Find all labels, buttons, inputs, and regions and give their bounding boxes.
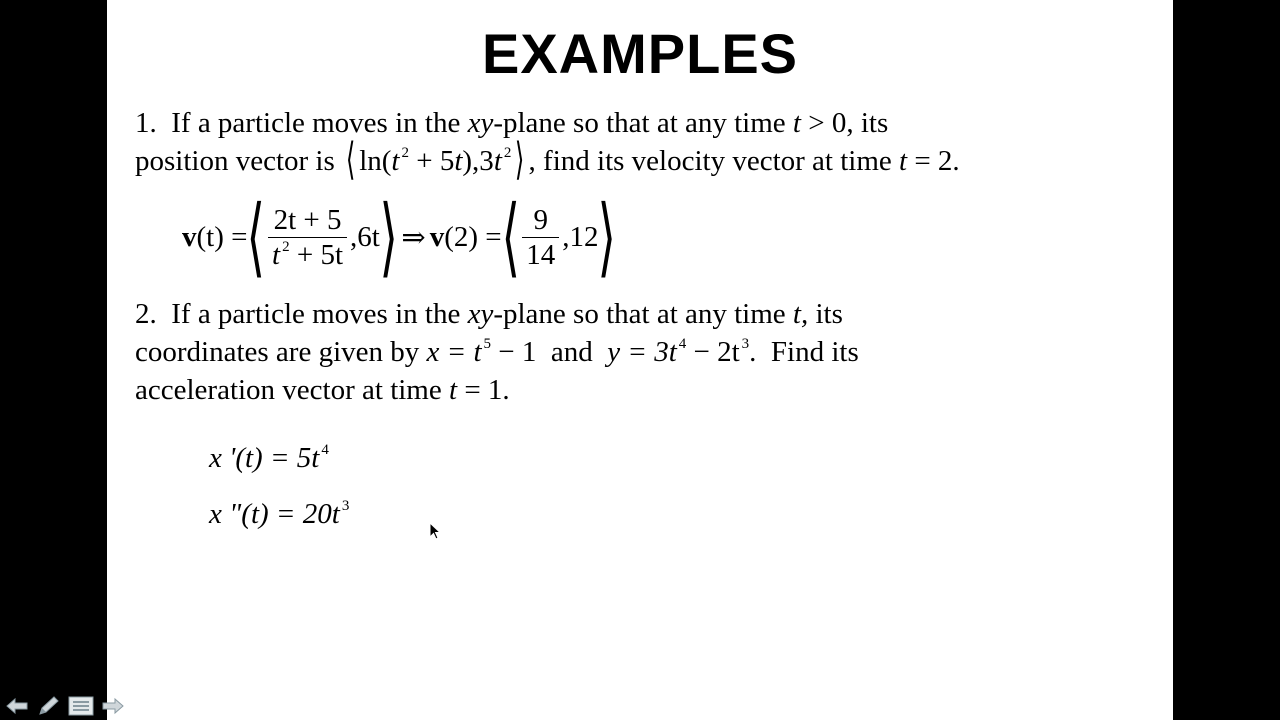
math: ),3 [462, 145, 494, 177]
exponent: 3 [741, 336, 750, 352]
math: x '(t) = 5t [209, 442, 320, 474]
text: = 2. [907, 145, 960, 177]
math: v [182, 220, 197, 253]
mouse-cursor-icon [429, 522, 443, 542]
fraction [522, 203, 559, 272]
fraction [268, 203, 347, 272]
problem1-number: 1. [135, 107, 157, 139]
math: t [272, 238, 281, 271]
text: position vector is [135, 145, 343, 177]
math: + 5t [289, 238, 344, 271]
exponent: 5 [483, 336, 492, 352]
problem2-line3 [135, 372, 510, 408]
slide-title: EXAMPLES [481, 22, 799, 85]
math: x = t [426, 336, 482, 368]
work-second-derivative [209, 496, 349, 532]
text: = 1. [457, 374, 510, 406]
math: ,12 [562, 220, 599, 253]
numerator: 2t + 5 [268, 203, 347, 238]
exponent: 4 [678, 336, 687, 352]
pen-tool-button[interactable] [35, 694, 63, 718]
math: ,6t [350, 220, 380, 253]
arrow-left-icon [5, 697, 29, 715]
math: − 2t [686, 336, 740, 368]
numerator: 9 [522, 203, 559, 238]
implies-symbol: ⇒ [401, 221, 426, 254]
math: + 5 [408, 145, 455, 177]
menu-icon [68, 696, 94, 716]
math: t [454, 145, 463, 177]
slideshow-toolbar [3, 694, 127, 718]
denominator: 14 [526, 238, 556, 271]
problem2-number: 2. [135, 298, 157, 330]
math: ln( [359, 145, 392, 177]
problem1-solution: v (t) = ⟨ $\frac{2t + 5}{t ^2 + 5t}$ ,6t ⟩ ⇒ v (2) = ⟨ $\frac{9}{14}$ ,12 ⟩ [182, 189, 617, 285]
menu-button[interactable] [67, 694, 95, 718]
prev-slide-button[interactable] [3, 694, 31, 718]
math: y = 3t [607, 336, 677, 368]
exponent: 2 [282, 238, 290, 255]
var-t: t [792, 107, 801, 139]
var-xy: xy [467, 107, 494, 139]
exponent: 2 [503, 145, 512, 161]
slide [107, 0, 1173, 720]
exponent: 3 [341, 498, 350, 514]
var-xy: xy [467, 298, 494, 330]
math: (t) = [196, 220, 248, 253]
var-t: t, [792, 298, 809, 330]
arrow-right-icon [101, 697, 125, 715]
problem1-line1 [135, 105, 888, 141]
denominator [268, 238, 347, 272]
text: If a particle moves in the [171, 298, 468, 330]
text: acceleration vector at time [135, 374, 449, 406]
math: v [429, 220, 445, 253]
math: t [493, 145, 502, 177]
pencil-icon [37, 695, 61, 717]
problem2-line2 [135, 334, 859, 370]
text: , find its velocity vector at time [528, 145, 900, 177]
text: and [536, 336, 608, 368]
var-t: t [449, 374, 458, 406]
exponent: 2 [401, 145, 409, 161]
exponent: 4 [321, 442, 329, 458]
text: coordinates are given by [135, 336, 427, 368]
text: . Find its [749, 336, 859, 368]
text: its [808, 298, 843, 330]
text: -plane so that at any time [493, 298, 793, 330]
math: (2) = [444, 220, 502, 253]
problem2-line1 [135, 296, 843, 332]
math: − 1 [491, 336, 537, 368]
text: If a particle moves in the [171, 107, 468, 139]
text: > 0, its [800, 107, 889, 139]
text: -plane so that at any time [493, 107, 793, 139]
math: x "(t) = 20t [209, 498, 340, 530]
math: t [391, 145, 400, 177]
next-slide-button[interactable] [99, 694, 127, 718]
work-first-derivative [209, 440, 329, 476]
var-t: t [899, 145, 908, 177]
problem1-line2: position vector is ⟨ ln(t $^2$ + 5t),3t $^2$⟩ , find its velocity vector at time t = 2. [135, 135, 960, 184]
